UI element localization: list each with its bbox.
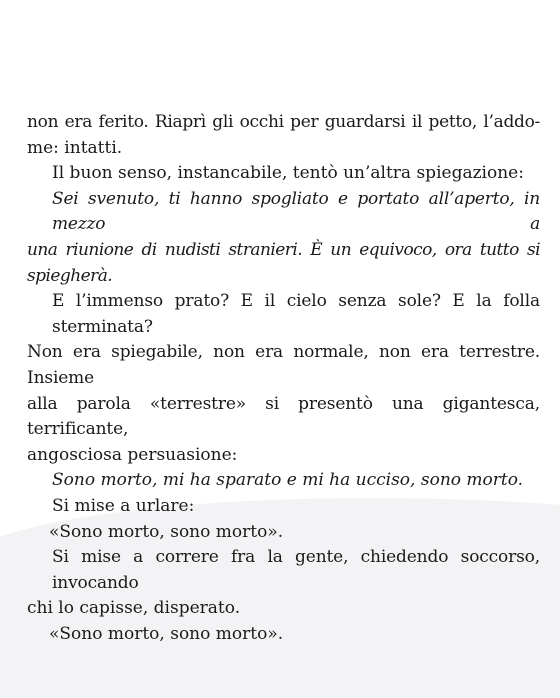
- text-line: Sono morto, mi ha sparato e mi ha ucciso, sono morto.: [52, 470, 524, 491]
- text-line: angosciosa persuasione:: [27, 444, 238, 465]
- text-line: me: intatti.: [27, 137, 123, 158]
- text-line: Si mise a urlare:: [52, 495, 195, 516]
- text-line: chi lo capisse, disperato.: [27, 598, 241, 619]
- text-line: Non era spiegabile, non era normale, non era terrestre. Insieme: [27, 342, 540, 388]
- text-line: alla parola «terrestre» si presentò una gigantesca, terrificante,: [27, 393, 540, 440]
- text-line: «Sono morto, sono morto».: [49, 623, 284, 644]
- text-line: Il buon senso, instancabile, tentò un’altra spiegazione:: [52, 163, 524, 184]
- text-line: «Sono morto, sono morto».: [49, 521, 284, 542]
- text-line: Sei svenuto, ti hanno spogliato e portato all’aperto, in mezzo a: [52, 188, 540, 235]
- text-line: una riunione di nudisti stranieri. È un equivoco, ora tutto si spiegherà.: [27, 239, 540, 286]
- text-line: Si mise a correre fra la gente, chiedendo soccorso, invocando: [52, 547, 540, 593]
- text-line: non era ferito. Riaprì gli occhi per guardarsi il petto, l’addo-: [27, 112, 540, 132]
- body-text: [27, 110, 540, 647]
- text-line: E l’immenso prato? E il cielo senza sole? E la folla sterminata?: [52, 291, 540, 337]
